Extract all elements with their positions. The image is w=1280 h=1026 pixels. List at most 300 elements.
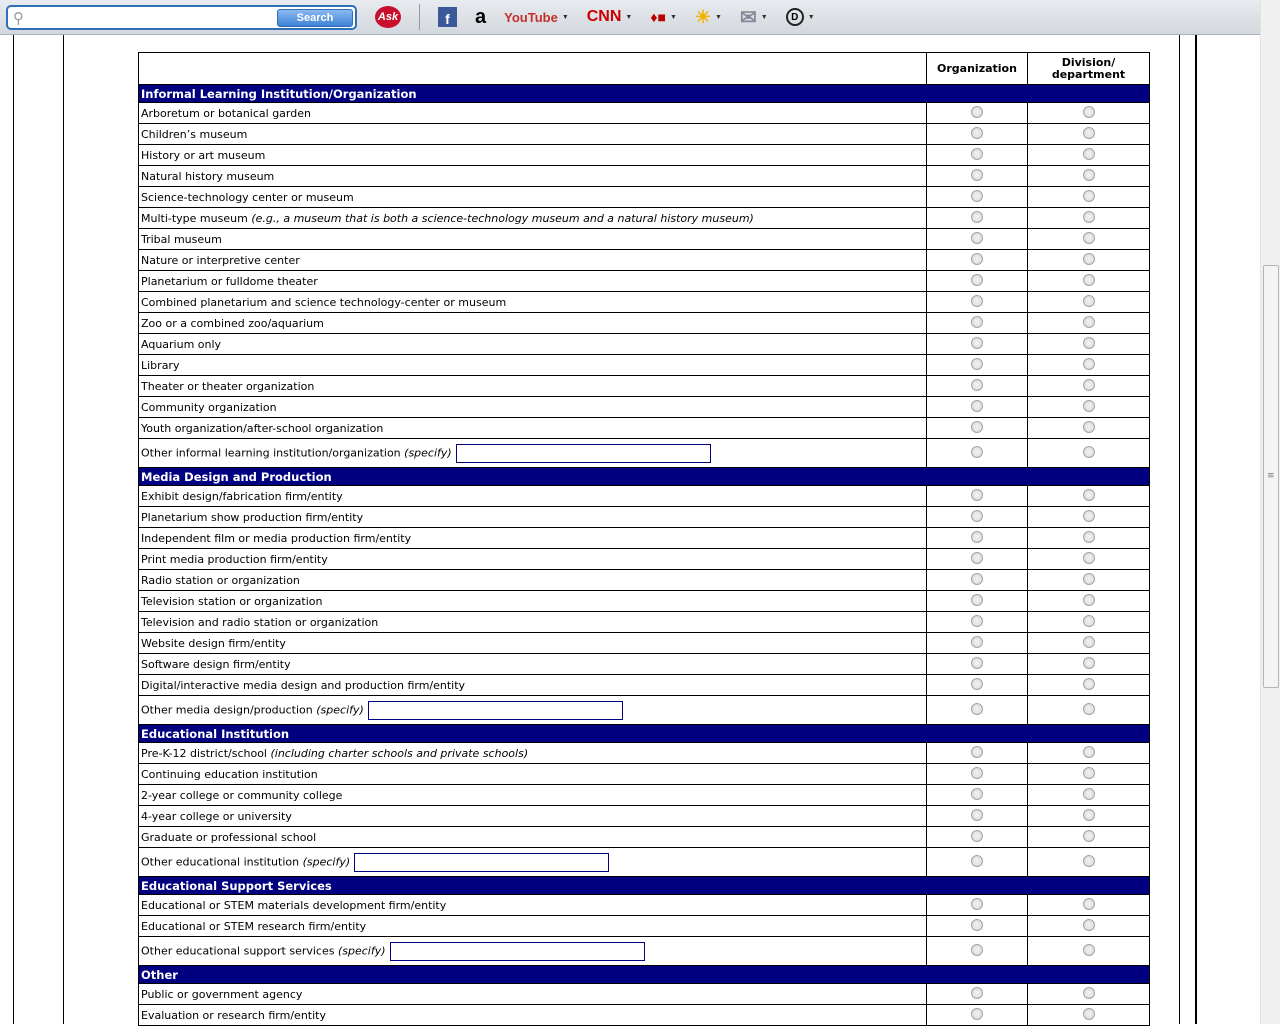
- organization-cell: [927, 124, 1028, 145]
- table-row: [139, 549, 1150, 570]
- specify-input[interactable]: [456, 444, 711, 463]
- row-label-cell: [139, 848, 927, 877]
- organization-radio[interactable]: [971, 295, 983, 307]
- division-cell: [1028, 313, 1150, 334]
- division-radio[interactable]: [1083, 552, 1095, 564]
- division-cell: [1028, 764, 1150, 785]
- row-label-cell: [139, 229, 927, 250]
- table-row: [139, 612, 1150, 633]
- division-cell: [1028, 124, 1150, 145]
- organization-radio[interactable]: [971, 657, 983, 669]
- page-border-right: [1195, 35, 1197, 1024]
- row-label-cell: [139, 124, 927, 145]
- row-label-cell: [139, 528, 927, 549]
- ask-icon[interactable]: Ask: [375, 6, 401, 28]
- row-note: (specify): [316, 703, 364, 716]
- division-radio[interactable]: [1083, 1008, 1095, 1020]
- organization-radio[interactable]: [971, 379, 983, 391]
- division-cell: [1028, 806, 1150, 827]
- organization-radio[interactable]: [971, 788, 983, 800]
- row-label-cell: [139, 1005, 927, 1026]
- row-label: Continuing education institution: [141, 767, 318, 781]
- organization-radio[interactable]: [971, 169, 983, 181]
- row-label: Planetarium show production firm/entity: [141, 510, 364, 524]
- organization-cell: [927, 103, 1028, 124]
- division-cell: [1028, 507, 1150, 528]
- division-cell: [1028, 827, 1150, 848]
- division-cell: [1028, 208, 1150, 229]
- table-row: [139, 166, 1150, 187]
- organization-radio[interactable]: [971, 767, 983, 779]
- row-label-cell: [139, 785, 927, 806]
- row-label-cell: [139, 334, 927, 355]
- table-row: [139, 355, 1150, 376]
- table-row: [139, 313, 1150, 334]
- row-label-cell: [139, 145, 927, 166]
- table-row: [139, 528, 1150, 549]
- specify-input[interactable]: [354, 853, 609, 872]
- table-row: [139, 633, 1150, 654]
- content-border-left: [63, 35, 64, 1024]
- row-label-cell: [139, 937, 927, 966]
- division-radio[interactable]: [1083, 809, 1095, 821]
- table-row: [139, 376, 1150, 397]
- division-cell: [1028, 250, 1150, 271]
- row-label-cell: [139, 166, 927, 187]
- division-cell: [1028, 439, 1150, 468]
- division-cell: [1028, 418, 1150, 439]
- organization-cell: [927, 549, 1028, 570]
- row-label-cell: [139, 103, 927, 124]
- division-radio[interactable]: [1083, 657, 1095, 669]
- division-radio[interactable]: [1083, 788, 1095, 800]
- division-cell: [1028, 785, 1150, 806]
- organization-radio[interactable]: [971, 446, 983, 458]
- row-label: Television and radio station or organization: [141, 615, 379, 629]
- table-row: [139, 439, 1150, 468]
- cnn-icon[interactable]: CNN ▼: [586, 8, 633, 25]
- division-radio[interactable]: [1083, 446, 1095, 458]
- division-cell: [1028, 271, 1150, 292]
- row-label-cell: [139, 549, 927, 570]
- row-label: Zoo or a combined zoo/aquarium: [141, 316, 324, 330]
- table-row: [139, 764, 1150, 785]
- row-label-cell: [139, 895, 927, 916]
- organization-cell: [927, 528, 1028, 549]
- row-label-cell: [139, 271, 927, 292]
- organization-radio[interactable]: [971, 919, 983, 931]
- organization-cell: [927, 292, 1028, 313]
- row-label: Software design firm/entity: [141, 657, 291, 671]
- division-radio[interactable]: [1083, 379, 1095, 391]
- section-title: Other: [139, 966, 1150, 984]
- row-label: Children’s museum: [141, 127, 248, 141]
- organization-type-table: [138, 52, 1150, 1026]
- organization-cell: [927, 764, 1028, 785]
- header-organization: Organization: [927, 53, 1028, 85]
- specify-input[interactable]: [390, 942, 645, 961]
- division-cell: [1028, 654, 1150, 675]
- row-label-cell: [139, 696, 927, 725]
- row-label: Pre-K-12 district/school: [141, 746, 267, 760]
- organization-radio[interactable]: [971, 232, 983, 244]
- organization-radio[interactable]: [971, 987, 983, 999]
- organization-radio[interactable]: [971, 190, 983, 202]
- division-cell: [1028, 376, 1150, 397]
- division-radio[interactable]: [1083, 337, 1095, 349]
- organization-radio[interactable]: [971, 855, 983, 867]
- table-row: [139, 984, 1150, 1005]
- row-label-cell: [139, 208, 927, 229]
- table-row: [139, 848, 1150, 877]
- row-note: (e.g., a museum that is both a science-technology museum and a natural history museum): [251, 211, 754, 225]
- organization-cell: [927, 376, 1028, 397]
- row-label-cell: [139, 675, 927, 696]
- division-radio[interactable]: [1083, 148, 1095, 160]
- table-row: [139, 937, 1150, 966]
- organization-cell: [927, 827, 1028, 848]
- row-label-cell: [139, 187, 927, 208]
- division-radio[interactable]: [1083, 898, 1095, 910]
- row-label: Digital/interactive media design and production firm/entity: [141, 678, 466, 692]
- division-radio[interactable]: [1083, 253, 1095, 265]
- row-label: Natural history museum: [141, 169, 275, 183]
- division-cell: [1028, 292, 1150, 313]
- division-cell: [1028, 984, 1150, 1005]
- vertical-scrollbar[interactable]: [1260, 0, 1280, 1024]
- row-label-cell: [139, 292, 927, 313]
- organization-radio[interactable]: [971, 944, 983, 956]
- organization-cell: [927, 187, 1028, 208]
- table-row: [139, 397, 1150, 418]
- row-label: Science-technology center or museum: [141, 190, 354, 204]
- row-label-cell: [139, 355, 927, 376]
- division-radio[interactable]: [1083, 421, 1095, 433]
- organization-cell: [927, 418, 1028, 439]
- table-row: [139, 507, 1150, 528]
- row-note: (specify): [337, 944, 386, 957]
- organization-cell: [927, 166, 1028, 187]
- row-label: Website design firm/entity: [141, 636, 286, 650]
- row-label: Exhibit design/fabrication firm/entity: [141, 489, 343, 503]
- organization-radio[interactable]: [971, 274, 983, 286]
- organization-radio[interactable]: [971, 746, 983, 758]
- organization-radio[interactable]: [971, 615, 983, 627]
- division-radio[interactable]: [1083, 615, 1095, 627]
- scrollbar-thumb[interactable]: ≡: [1263, 265, 1279, 688]
- division-radio[interactable]: [1083, 703, 1095, 715]
- table-row: [139, 103, 1150, 124]
- row-label-cell: [139, 507, 927, 528]
- division-cell: [1028, 743, 1150, 764]
- organization-radio[interactable]: [971, 703, 983, 715]
- division-cell: [1028, 486, 1150, 507]
- division-radio[interactable]: [1083, 830, 1095, 842]
- row-label-cell: [139, 439, 927, 468]
- youtube-icon[interactable]: YouTube ▼: [504, 9, 569, 25]
- section-title: Informal Learning Institution/Organization: [139, 85, 1150, 103]
- table-row: [139, 334, 1150, 355]
- organization-cell: [927, 397, 1028, 418]
- specify-input[interactable]: [368, 701, 623, 720]
- search-button[interactable]: Search: [277, 9, 353, 27]
- row-label: Graduate or professional school: [141, 830, 317, 844]
- weather-icon[interactable]: ☀ ▼: [694, 6, 722, 27]
- organization-cell: [927, 570, 1028, 591]
- mail-icon[interactable]: ✉ ▼: [739, 6, 768, 29]
- row-label: Theater or theater organization: [141, 379, 315, 393]
- row-label-cell: [139, 984, 927, 1005]
- table-row: [139, 916, 1150, 937]
- toolbar-divider: [419, 4, 420, 30]
- organization-cell: [927, 229, 1028, 250]
- organization-radio[interactable]: [971, 316, 983, 328]
- organization-radio[interactable]: [971, 830, 983, 842]
- table-row: [139, 570, 1150, 591]
- organization-radio[interactable]: [971, 573, 983, 585]
- organization-radio[interactable]: [971, 211, 983, 223]
- row-label: Planetarium or fulldome theater: [141, 274, 318, 288]
- division-radio[interactable]: [1083, 919, 1095, 931]
- division-cell: [1028, 916, 1150, 937]
- row-label: Educational or STEM research firm/entity: [141, 919, 367, 933]
- division-cell: [1028, 103, 1150, 124]
- division-radio[interactable]: [1083, 855, 1095, 867]
- row-label: Other educational institution: [141, 855, 300, 868]
- search-icon: ⚲: [13, 8, 24, 27]
- row-label: Aquarium only: [141, 337, 222, 351]
- organization-cell: [927, 271, 1028, 292]
- organization-radio[interactable]: [971, 421, 983, 433]
- division-cell: [1028, 895, 1150, 916]
- organization-radio[interactable]: [971, 678, 983, 690]
- division-cell: [1028, 166, 1150, 187]
- section-header: [139, 468, 1150, 486]
- organization-radio[interactable]: [971, 594, 983, 606]
- table-row: [139, 785, 1150, 806]
- row-label-cell: [139, 654, 927, 675]
- division-radio[interactable]: [1083, 767, 1095, 779]
- row-note: (including charter schools and private schools): [270, 746, 529, 760]
- table-row: [139, 486, 1150, 507]
- row-label-cell: [139, 397, 927, 418]
- row-label-cell: [139, 764, 927, 785]
- section-title: Media Design and Production: [139, 468, 1150, 486]
- row-label: 4-year college or university: [141, 809, 292, 823]
- row-label-cell: [139, 916, 927, 937]
- organization-cell: [927, 145, 1028, 166]
- table-row: [139, 229, 1150, 250]
- division-radio[interactable]: [1083, 531, 1095, 543]
- organization-cell: [927, 895, 1028, 916]
- table-row: [139, 591, 1150, 612]
- row-label: Arboretum or botanical garden: [141, 106, 311, 120]
- organization-cell: [927, 806, 1028, 827]
- row-label-cell: [139, 827, 927, 848]
- division-radio[interactable]: [1083, 573, 1095, 585]
- organization-radio[interactable]: [971, 106, 983, 118]
- row-label-cell: [139, 376, 927, 397]
- row-note: (specify): [404, 446, 452, 459]
- section-header: [139, 85, 1150, 103]
- row-label: Evaluation or research firm/entity: [141, 1008, 326, 1022]
- table-row: [139, 895, 1150, 916]
- division-radio[interactable]: [1083, 489, 1095, 501]
- row-label: Youth organization/after-school organization: [141, 421, 384, 435]
- organization-cell: [927, 334, 1028, 355]
- organization-radio[interactable]: [971, 253, 983, 265]
- table-row: [139, 250, 1150, 271]
- table-header: [139, 53, 1150, 85]
- organization-cell: [927, 507, 1028, 528]
- organization-radio[interactable]: [971, 400, 983, 412]
- section-title: Educational Support Services: [139, 877, 1150, 895]
- organization-cell: [927, 696, 1028, 725]
- row-label: Independent film or media production firm/entity: [141, 531, 412, 545]
- organization-cell: [927, 654, 1028, 675]
- division-radio[interactable]: [1083, 746, 1095, 758]
- division-radio[interactable]: [1083, 987, 1095, 999]
- division-radio[interactable]: [1083, 678, 1095, 690]
- dictionary-icon[interactable]: D ▼: [786, 8, 815, 26]
- organization-cell: [927, 848, 1028, 877]
- division-cell: [1028, 675, 1150, 696]
- organization-radio[interactable]: [971, 148, 983, 160]
- division-radio[interactable]: [1083, 232, 1095, 244]
- division-radio[interactable]: [1083, 274, 1095, 286]
- division-cell: [1028, 145, 1150, 166]
- division-cell: [1028, 570, 1150, 591]
- organization-radio[interactable]: [971, 489, 983, 501]
- division-cell: [1028, 355, 1150, 376]
- section-header: [139, 966, 1150, 984]
- table-row: [139, 145, 1150, 166]
- table-row: [139, 806, 1150, 827]
- row-label: Educational or STEM materials development firm/entity: [141, 898, 447, 912]
- organization-cell: [927, 313, 1028, 334]
- row-label: Combined planetarium and science technology-center or museum: [141, 295, 507, 309]
- division-radio[interactable]: [1083, 594, 1095, 606]
- row-label: Nature or interpretive center: [141, 253, 300, 267]
- division-cell: [1028, 549, 1150, 570]
- organization-cell: [927, 486, 1028, 507]
- browser-toolbar: [0, 0, 1260, 35]
- table-row: [139, 654, 1150, 675]
- organization-radio[interactable]: [971, 531, 983, 543]
- row-label: Multi-type museum: [141, 211, 248, 225]
- division-cell: [1028, 633, 1150, 654]
- row-note: (specify): [302, 855, 351, 868]
- division-radio[interactable]: [1083, 636, 1095, 648]
- table-row: [139, 208, 1150, 229]
- organization-radio[interactable]: [971, 127, 983, 139]
- organization-radio[interactable]: [971, 510, 983, 522]
- organization-cell: [927, 785, 1028, 806]
- row-label: Television station or organization: [141, 594, 323, 608]
- organization-radio[interactable]: [971, 358, 983, 370]
- organization-cell: [927, 439, 1028, 468]
- table-row: [139, 187, 1150, 208]
- division-cell: [1028, 612, 1150, 633]
- section-header: [139, 725, 1150, 743]
- division-cell: [1028, 187, 1150, 208]
- division-cell: [1028, 591, 1150, 612]
- division-radio[interactable]: [1083, 169, 1095, 181]
- section-title: Educational Institution: [139, 725, 1150, 743]
- table-row: [139, 418, 1150, 439]
- organization-cell: [927, 675, 1028, 696]
- page-border-left: [13, 35, 14, 1024]
- division-radio[interactable]: [1083, 358, 1095, 370]
- table-row: [139, 696, 1150, 725]
- row-label: Community organization: [141, 400, 277, 414]
- amazon-icon[interactable]: a: [475, 5, 487, 28]
- facebook-icon[interactable]: f: [438, 7, 457, 27]
- row-label-cell: [139, 250, 927, 271]
- organization-cell: [927, 916, 1028, 937]
- division-radio[interactable]: [1083, 400, 1095, 412]
- division-cell: [1028, 528, 1150, 549]
- organization-cell: [927, 612, 1028, 633]
- organization-cell: [927, 743, 1028, 764]
- row-label-cell: [139, 743, 927, 764]
- row-label: Tribal museum: [141, 232, 222, 246]
- division-radio[interactable]: [1083, 510, 1095, 522]
- row-label: Other informal learning institution/organization: [141, 446, 401, 459]
- division-radio[interactable]: [1083, 211, 1095, 223]
- row-label: History or art museum: [141, 148, 266, 162]
- header-label: [139, 53, 927, 85]
- row-label-cell: [139, 633, 927, 654]
- organization-radio[interactable]: [971, 898, 983, 910]
- row-label: Library: [141, 358, 180, 372]
- table-row: [139, 827, 1150, 848]
- content-border-right: [1179, 35, 1180, 1024]
- row-label: Radio station or organization: [141, 573, 300, 587]
- table-row: [139, 271, 1150, 292]
- row-label-cell: [139, 591, 927, 612]
- row-label: Other media design/production: [141, 703, 313, 716]
- row-label: Print media production firm/entity: [141, 552, 328, 566]
- organization-cell: [927, 355, 1028, 376]
- organization-radio[interactable]: [971, 552, 983, 564]
- games-icon[interactable]: ♦■ ▼: [650, 9, 677, 25]
- division-radio[interactable]: [1083, 190, 1095, 202]
- organization-radio[interactable]: [971, 636, 983, 648]
- division-radio[interactable]: [1083, 316, 1095, 328]
- section-header: [139, 877, 1150, 895]
- division-radio[interactable]: [1083, 944, 1095, 956]
- division-cell: [1028, 229, 1150, 250]
- organization-cell: [927, 984, 1028, 1005]
- organization-cell: [927, 1005, 1028, 1026]
- organization-cell: [927, 937, 1028, 966]
- organization-radio[interactable]: [971, 1008, 983, 1020]
- division-cell: [1028, 937, 1150, 966]
- division-radio[interactable]: [1083, 127, 1095, 139]
- division-radio[interactable]: [1083, 106, 1095, 118]
- row-label-cell: [139, 612, 927, 633]
- search-box[interactable]: [6, 5, 357, 30]
- division-radio[interactable]: [1083, 295, 1095, 307]
- organization-cell: [927, 633, 1028, 654]
- row-label-cell: [139, 486, 927, 507]
- organization-radio[interactable]: [971, 337, 983, 349]
- row-label: Other educational support services: [141, 944, 335, 957]
- header-division: Division/ department: [1028, 53, 1150, 85]
- row-label: Public or government agency: [141, 987, 303, 1001]
- organization-radio[interactable]: [971, 809, 983, 821]
